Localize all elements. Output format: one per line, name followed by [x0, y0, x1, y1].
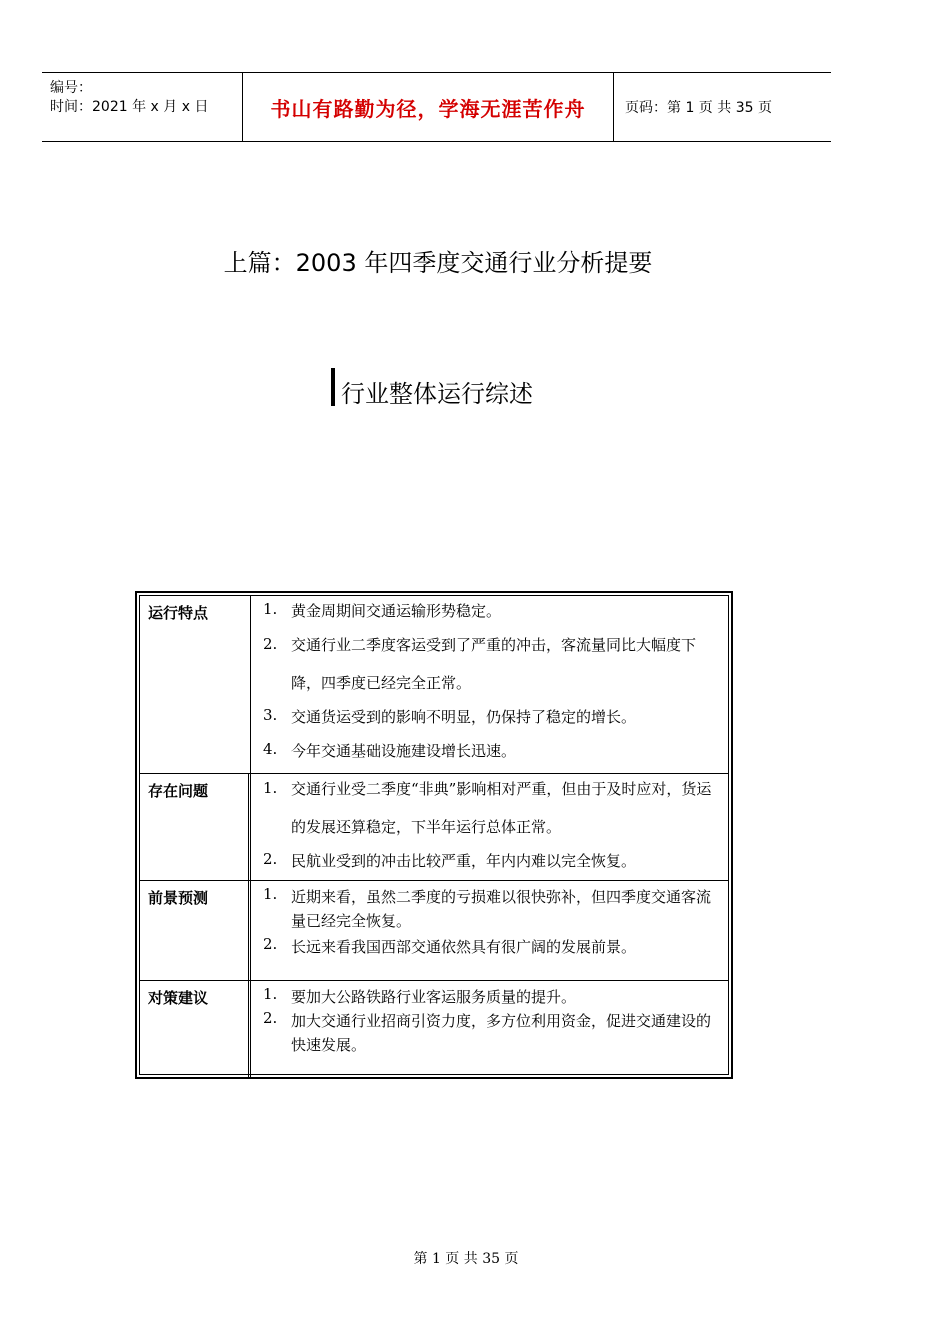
item-number: 4.	[263, 740, 278, 758]
number-label: 编号：	[50, 80, 92, 96]
item-text: 今年交通基础设施建设增长迅速。	[291, 742, 517, 760]
item-number: 1.	[263, 779, 278, 797]
footer-page-number: 第 1 页 共 35 页	[413, 1251, 519, 1267]
item-number: 1.	[263, 600, 278, 618]
list-item	[263, 626, 722, 702]
page-footer	[0, 1248, 950, 1268]
motto: 书山有路勤为径，学海无涯苦作舟	[270, 96, 586, 121]
item-text: 加大交通行业招商引资力度，多方位利用资金，促进交通建设的快速发展。	[291, 1012, 712, 1054]
document-title: 上篇：2003 年四季度交通行业分析提要	[223, 249, 653, 277]
item-number: 2.	[263, 850, 278, 868]
section-heading	[331, 372, 533, 410]
list-item	[263, 985, 722, 1009]
row-content	[251, 881, 728, 980]
section-title: 行业整体运行综述	[341, 379, 533, 408]
table-row	[140, 981, 728, 1078]
row-label: 前景预测	[140, 881, 251, 980]
item-text: 交通行业二季度客运受到了严重的冲击，客流量同比大幅度下降，四季度已经完全正常。	[291, 636, 697, 692]
item-text: 黄金周期间交通运输形势稳定。	[291, 602, 502, 620]
header-motto-cell	[242, 73, 614, 141]
item-text: 交通行业受二季度“非典”影响相对严重，但由于及时应对，货运的发展还算稳定，下半年运行总体正常。	[291, 780, 712, 836]
list-item	[263, 850, 722, 871]
item-number: 1.	[263, 985, 278, 1003]
table-row	[140, 881, 728, 981]
row-label: 运行特点	[140, 596, 251, 773]
time-label: 时间：2021 年 x 月 x 日	[50, 99, 209, 115]
row-label: 存在问题	[140, 774, 251, 880]
list-item	[263, 600, 722, 621]
summary-table	[135, 591, 733, 1079]
item-text: 近期来看，虽然二季度的亏损难以很快弥补，但四季度交通客流量已经完全恢复。	[291, 888, 712, 930]
item-text: 交通货运受到的影响不明显，仍保持了稳定的增长。	[291, 708, 637, 726]
table-row	[140, 596, 728, 774]
list-item	[263, 1009, 722, 1057]
item-text: 长远来看我国西部交通依然具有很广阔的发展前景。	[291, 938, 637, 956]
row-content	[251, 981, 728, 1078]
page-label: 页码：第 1 页 共 35 页	[625, 100, 772, 116]
list-item	[263, 706, 722, 727]
row-label: 对策建议	[140, 981, 251, 1078]
row-content	[251, 774, 728, 880]
list-item	[263, 935, 722, 959]
section-marker	[331, 368, 335, 406]
document-title-wrap	[0, 243, 950, 278]
summary-table-inner	[139, 595, 729, 1075]
item-number: 2.	[263, 635, 278, 653]
list-item	[263, 885, 722, 933]
row-content	[251, 596, 728, 773]
item-text: 民航业受到的冲击比较严重，年内内难以完全恢复。	[291, 852, 637, 870]
header-meta	[42, 73, 242, 141]
list-item	[263, 770, 722, 846]
item-number: 3.	[263, 706, 278, 724]
item-number: 2.	[263, 935, 278, 953]
page-header	[42, 72, 831, 142]
table-row	[140, 774, 728, 881]
item-number: 2.	[263, 1009, 278, 1027]
item-number: 1.	[263, 885, 278, 903]
list-item	[263, 740, 722, 761]
item-text: 要加大公路铁路行业客运服务质量的提升。	[291, 988, 577, 1006]
